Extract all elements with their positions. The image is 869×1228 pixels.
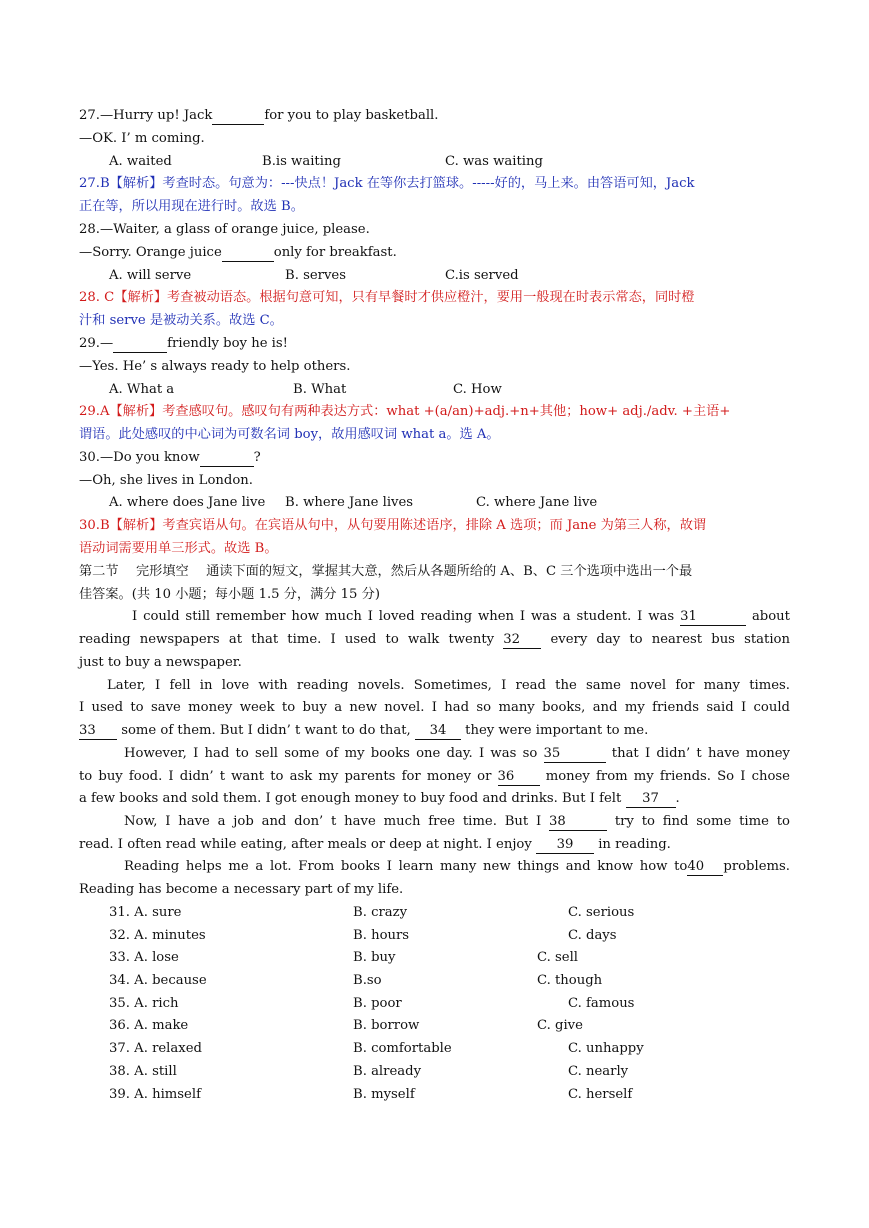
blank-39-number: 39 <box>556 837 574 852</box>
q30-stem-end: ? <box>253 450 261 465</box>
option-33-c: C. sell <box>537 950 579 965</box>
passage-text: Reading helps me a lot. From books I learn many new things and know how to <box>124 859 688 874</box>
q30-option-b: B. where Jane lives <box>285 495 414 510</box>
passage-line-9 <box>79 788 790 811</box>
passage-text: every day to nearest bus station <box>550 632 790 647</box>
option-36-b: B. borrow <box>353 1018 420 1033</box>
passage-text: some of them. But I didn’ t want to do that, <box>121 723 411 738</box>
option-35-b: B. poor <box>353 996 402 1011</box>
q28-option-c: C.is served <box>445 268 519 283</box>
passage-text: read. I often read while eating, after meals or deep at night. I enjoy <box>79 837 532 852</box>
option-39-a: 39. A. himself <box>109 1087 201 1102</box>
option-37-c: C. unhappy <box>568 1041 644 1056</box>
passage-text: try to find some time to <box>614 814 790 829</box>
option-34-a: 34. A. because <box>109 973 207 988</box>
question-27 <box>79 105 790 128</box>
q30-blank <box>200 450 254 467</box>
passage-text: a few books and sold them. I got enough money to buy food and drinks. But I felt <box>79 791 622 806</box>
passage-line-13: Reading has become a necessary part of my life. <box>79 882 404 897</box>
option-39-b: B. myself <box>353 1087 415 1102</box>
passage-text: that I didn’ t have money <box>611 746 791 761</box>
q27-option-a: A. waited <box>109 154 172 169</box>
blank-34-number: 34 <box>429 723 447 738</box>
passage-text: money from my friends. So I chose <box>545 769 790 784</box>
passage-text: to buy food. I didn’ t want to ask my parents for money or <box>79 769 492 784</box>
question-29 <box>79 333 790 356</box>
q27-reply: —OK. I’ m coming. <box>79 131 205 146</box>
q28-option-b: B. serves <box>285 268 346 283</box>
blank-40-number: 40 <box>687 859 705 874</box>
q28-blank <box>222 245 274 262</box>
option-34-b: B.so <box>353 973 382 988</box>
passage-line-10 <box>79 811 790 834</box>
q30-option-c: C. where Jane live <box>476 495 598 510</box>
passage-line-1 <box>79 606 790 629</box>
q27-explanation-line2: 正在等，所以用现在进行时。故选 B。 <box>79 199 304 214</box>
option-35-a: 35. A. rich <box>109 996 179 1011</box>
option-31-a: 31. A. sure <box>109 905 182 920</box>
passage-line-8 <box>79 766 790 789</box>
passage-text: they were important to me. <box>465 723 649 738</box>
option-33-b: B. buy <box>353 950 396 965</box>
option-31-b: B. crazy <box>353 905 408 920</box>
q29-blank <box>113 336 167 353</box>
q29-explanation-line2: 谓语。此处感叹的中心词为可数名词 boy，故用感叹词 what a。选 A。 <box>79 427 500 442</box>
passage-line-12 <box>79 856 790 879</box>
passage-text: . <box>675 791 680 806</box>
q30-reply: —Oh, she lives in London. <box>79 473 253 488</box>
blank-35 <box>544 746 606 763</box>
passage-text: I could still remember how much I loved reading when I was a student. I was <box>132 609 675 624</box>
passage-line-5: I used to save money week to buy a new novel. I had so many books, and my friends said I could <box>79 700 790 715</box>
q27-stem-end: for you to play basketball. <box>264 108 439 123</box>
q28-option-a: A. will serve <box>109 268 192 283</box>
q27-stem-start: 27.—Hurry up! Jack <box>79 108 213 123</box>
blank-31 <box>680 609 746 626</box>
blank-37 <box>626 791 676 808</box>
q28-stem-end: only for breakfast. <box>273 245 397 260</box>
option-32-c: C. days <box>568 928 617 943</box>
q30-option-a: A. where does Jane live <box>109 495 266 510</box>
blank-34 <box>415 723 461 740</box>
question-28: 28.—Waiter, a glass of orange juice, please. <box>79 222 370 237</box>
blank-31-number: 31 <box>680 609 697 624</box>
blank-32 <box>503 632 541 649</box>
passage-line-6 <box>79 720 790 743</box>
blank-36-number: 36 <box>497 769 515 784</box>
q29-option-c: C. How <box>453 382 502 397</box>
passage-line-11 <box>79 834 790 857</box>
option-32-a: 32. A. minutes <box>109 928 206 943</box>
q29-option-a: A. What a <box>109 382 175 397</box>
option-37-b: B. comfortable <box>353 1041 452 1056</box>
option-32-b: B. hours <box>353 928 410 943</box>
blank-38-number: 38 <box>549 814 566 829</box>
q30-explanation-line2: 语动词需要用单三形式。故选 B。 <box>79 541 278 556</box>
passage-text: in reading. <box>598 837 671 852</box>
blank-39 <box>536 837 594 854</box>
q27-option-b: B.is waiting <box>262 154 341 169</box>
passage-line-7 <box>79 743 790 766</box>
q28-reply <box>79 242 790 265</box>
passage-line-4: Later, I fell in love with reading novels. Sometimes, I read the same novel for many times. <box>107 678 790 693</box>
passage-text: problems. <box>723 859 790 874</box>
question-30 <box>79 447 790 470</box>
option-38-b: B. already <box>353 1064 422 1079</box>
option-31-c: C. serious <box>568 905 635 920</box>
q28-stem-start: —Sorry. Orange juice <box>79 245 222 260</box>
passage-text: reading newspapers at that time. I used to walk twenty <box>79 632 495 647</box>
q28-explanation-line1 <box>79 287 790 310</box>
q27-option-c: C. was waiting <box>445 154 543 169</box>
blank-35-number: 35 <box>543 746 561 761</box>
blank-40 <box>687 859 723 876</box>
q29-option-b: B. What <box>293 382 347 397</box>
option-33-a: 33. A. lose <box>109 950 179 965</box>
section-heading-line1: 第二节 完形填空 通读下面的短文，掌握其大意，然后从各题所给的 A、B、C 三个选项中选出一个最 <box>79 564 693 579</box>
option-39-c: C. herself <box>568 1087 633 1102</box>
q30-stem-start: 30.—Do you know <box>79 450 200 465</box>
q27-blank <box>212 108 264 125</box>
passage-line-3: just to buy a newspaper. <box>79 655 242 670</box>
option-36-a: 36. A. make <box>109 1018 189 1033</box>
q30-explanation-line1: 30.B【解析】考查宾语从句。在宾语从句中，从句要用陈述语序，排除 A 选项；而 Jane 为第三人称，故谓 <box>79 518 707 533</box>
option-35-c: C. famous <box>568 996 635 1011</box>
option-37-a: 37. A. relaxed <box>109 1041 202 1056</box>
q29-stem-end: friendly boy he is! <box>167 336 288 351</box>
q29-stem-start: 29.— <box>79 336 114 351</box>
q28-explanation-text: 28. C【解析】考查被动语态。根据句意可知，只有早餐时才供应橙汁，要用一般现在时表示常态，同时橙 <box>79 290 695 305</box>
blank-37-number: 37 <box>642 791 659 806</box>
blank-33 <box>79 723 117 740</box>
passage-line-2 <box>79 629 790 652</box>
q27-explanation-line1: 27.B【解析】考查时态。句意为：---快点！Jack 在等你去打篮球。-----好的，马上来。由答语可知，Jack <box>79 176 695 191</box>
q28-explanation-line2: 汁和 serve 是被动关系。故选 C。 <box>79 313 283 328</box>
option-38-a: 38. A. still <box>109 1064 177 1079</box>
passage-text: However, I had to sell some of my books one day. I was so <box>124 746 538 761</box>
blank-36 <box>498 769 540 786</box>
option-36-c: C. give <box>537 1018 583 1033</box>
passage-text: Now, I have a job and don’ t have much free time. But I <box>124 814 542 829</box>
blank-32-number: 32 <box>503 632 521 647</box>
q29-reply: —Yes. He’ s always ready to help others. <box>79 359 351 374</box>
blank-33-number: 33 <box>79 723 96 738</box>
passage-text: about <box>751 609 790 624</box>
q29-explanation-line1: 29.A【解析】考查感叹句。感叹句有两种表达方式：what +(a/an)+adj.+n+其他；how+ adj./adv. +主语+ <box>79 404 731 419</box>
section-heading-line2: 佳答案。(共 10 小题；每小题 1.5 分，满分 15 分) <box>79 587 380 602</box>
option-38-c: C. nearly <box>568 1064 629 1079</box>
blank-38 <box>549 814 607 831</box>
option-34-c: C. though <box>537 973 603 988</box>
